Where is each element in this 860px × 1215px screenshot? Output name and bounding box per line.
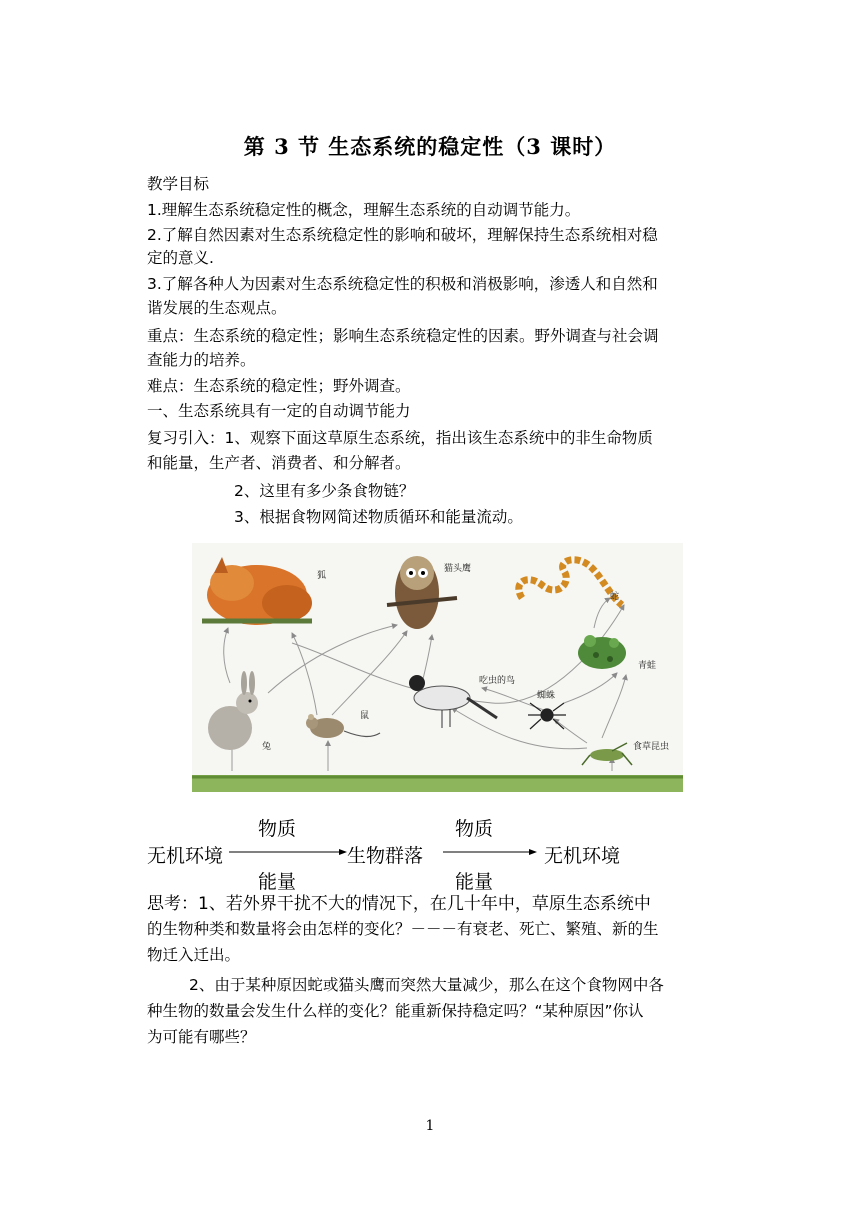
food-web-figure [192,543,683,792]
review-question-2: 2、这里有多少条食物链？ [234,482,415,500]
think-2-line-2: 种生物的数量会发生什么样的变化？能重新保持稳定吗？“某种原因”你认 [147,1002,644,1020]
frog-label: 青蛙 [638,661,657,671]
biological-community: 生物群落 [347,845,424,867]
food-web-diagram [192,543,683,792]
key-points-line-1: 重点：生态系统的稳定性；影响生态系统稳定性的因素。野外调查与社会调 [147,327,659,345]
spider-label: 蜘蛛 [537,691,556,701]
matter-energy-flow [147,812,722,892]
think-1-line-1: 思考：1、若外界干扰不大的情况下，在几十年中，草原生态系统中 [147,894,651,914]
matter-label-2: 物质 [455,818,494,840]
think-1-line-3: 物迁入迁出。 [147,946,241,964]
insect-bird-label: 吃虫的鸟 [479,676,516,686]
goals-heading: 教学目标 [147,175,210,193]
goal-3-line-2: 谐发展的生态观点。 [147,299,287,317]
section-heading-1: 一、生态系统具有一定的自动调节能力 [147,402,411,420]
herbivore-insect-label: 食草昆虫 [633,742,670,752]
goal-2-line-2: 定的意义. [147,249,214,267]
inorganic-environment-2: 无机环境 [544,845,621,867]
think-2-line-1: 2、由于某种原因蛇或猫头鹰而突然大量减少，那么在这个食物网中各 [189,976,664,994]
think-1-line-2: 的生物种类和数量将会由怎样的变化？－－－有衰老、死亡、繁殖、新的生 [147,920,659,938]
rabbit-label: 兔 [262,742,272,752]
fox-illustration [202,557,312,625]
energy-label-2: 能量 [455,871,494,893]
rabbit-illustration [208,671,258,750]
snake-label: 蛇 [610,592,620,602]
goal-3-line-1: 3.了解各种人为因素对生态系统稳定性的积极和消极影响，渗透人和自然和 [147,275,658,293]
grass-illustration [192,775,683,792]
review-line-1: 复习引入：1、观察下面这草原生态系统，指出该生态系统中的非生命物质 [147,429,653,447]
key-points-line-2: 查能力的培养。 [147,351,256,369]
difficulty-points: 难点：生态系统的稳定性；野外调查。 [147,377,411,395]
grasshopper-illustration [582,743,632,765]
fox-label: 狐 [317,571,327,581]
snake-illustration [519,560,622,605]
goal-2-line-1: 2.了解自然因素对生态系统稳定性的影响和破坏，理解保持生态系统相对稳 [147,226,658,244]
review-question-3: 3、根据食物网简述物质循环和能量流动。 [234,508,523,526]
review-line-2: 和能量，生产者、消费者、和分解者。 [147,454,411,472]
mouse-label: 鼠 [360,711,370,721]
flow-arrows [147,812,722,892]
energy-label-1: 能量 [258,871,297,893]
inorganic-environment-1: 无机环境 [147,845,224,867]
owl-label: 猫头鹰 [444,564,472,574]
goal-1: 1.理解生态系统稳定性的概念，理解生态系统的自动调节能力。 [147,201,581,219]
frog-illustration [578,635,626,669]
matter-label-1: 物质 [258,818,297,840]
page-title: 第 3 节 生态系统的稳定性（3 课时） [243,134,617,159]
think-2-line-3: 为可能有哪些？ [147,1028,256,1046]
page-number: 1 [425,1118,435,1134]
